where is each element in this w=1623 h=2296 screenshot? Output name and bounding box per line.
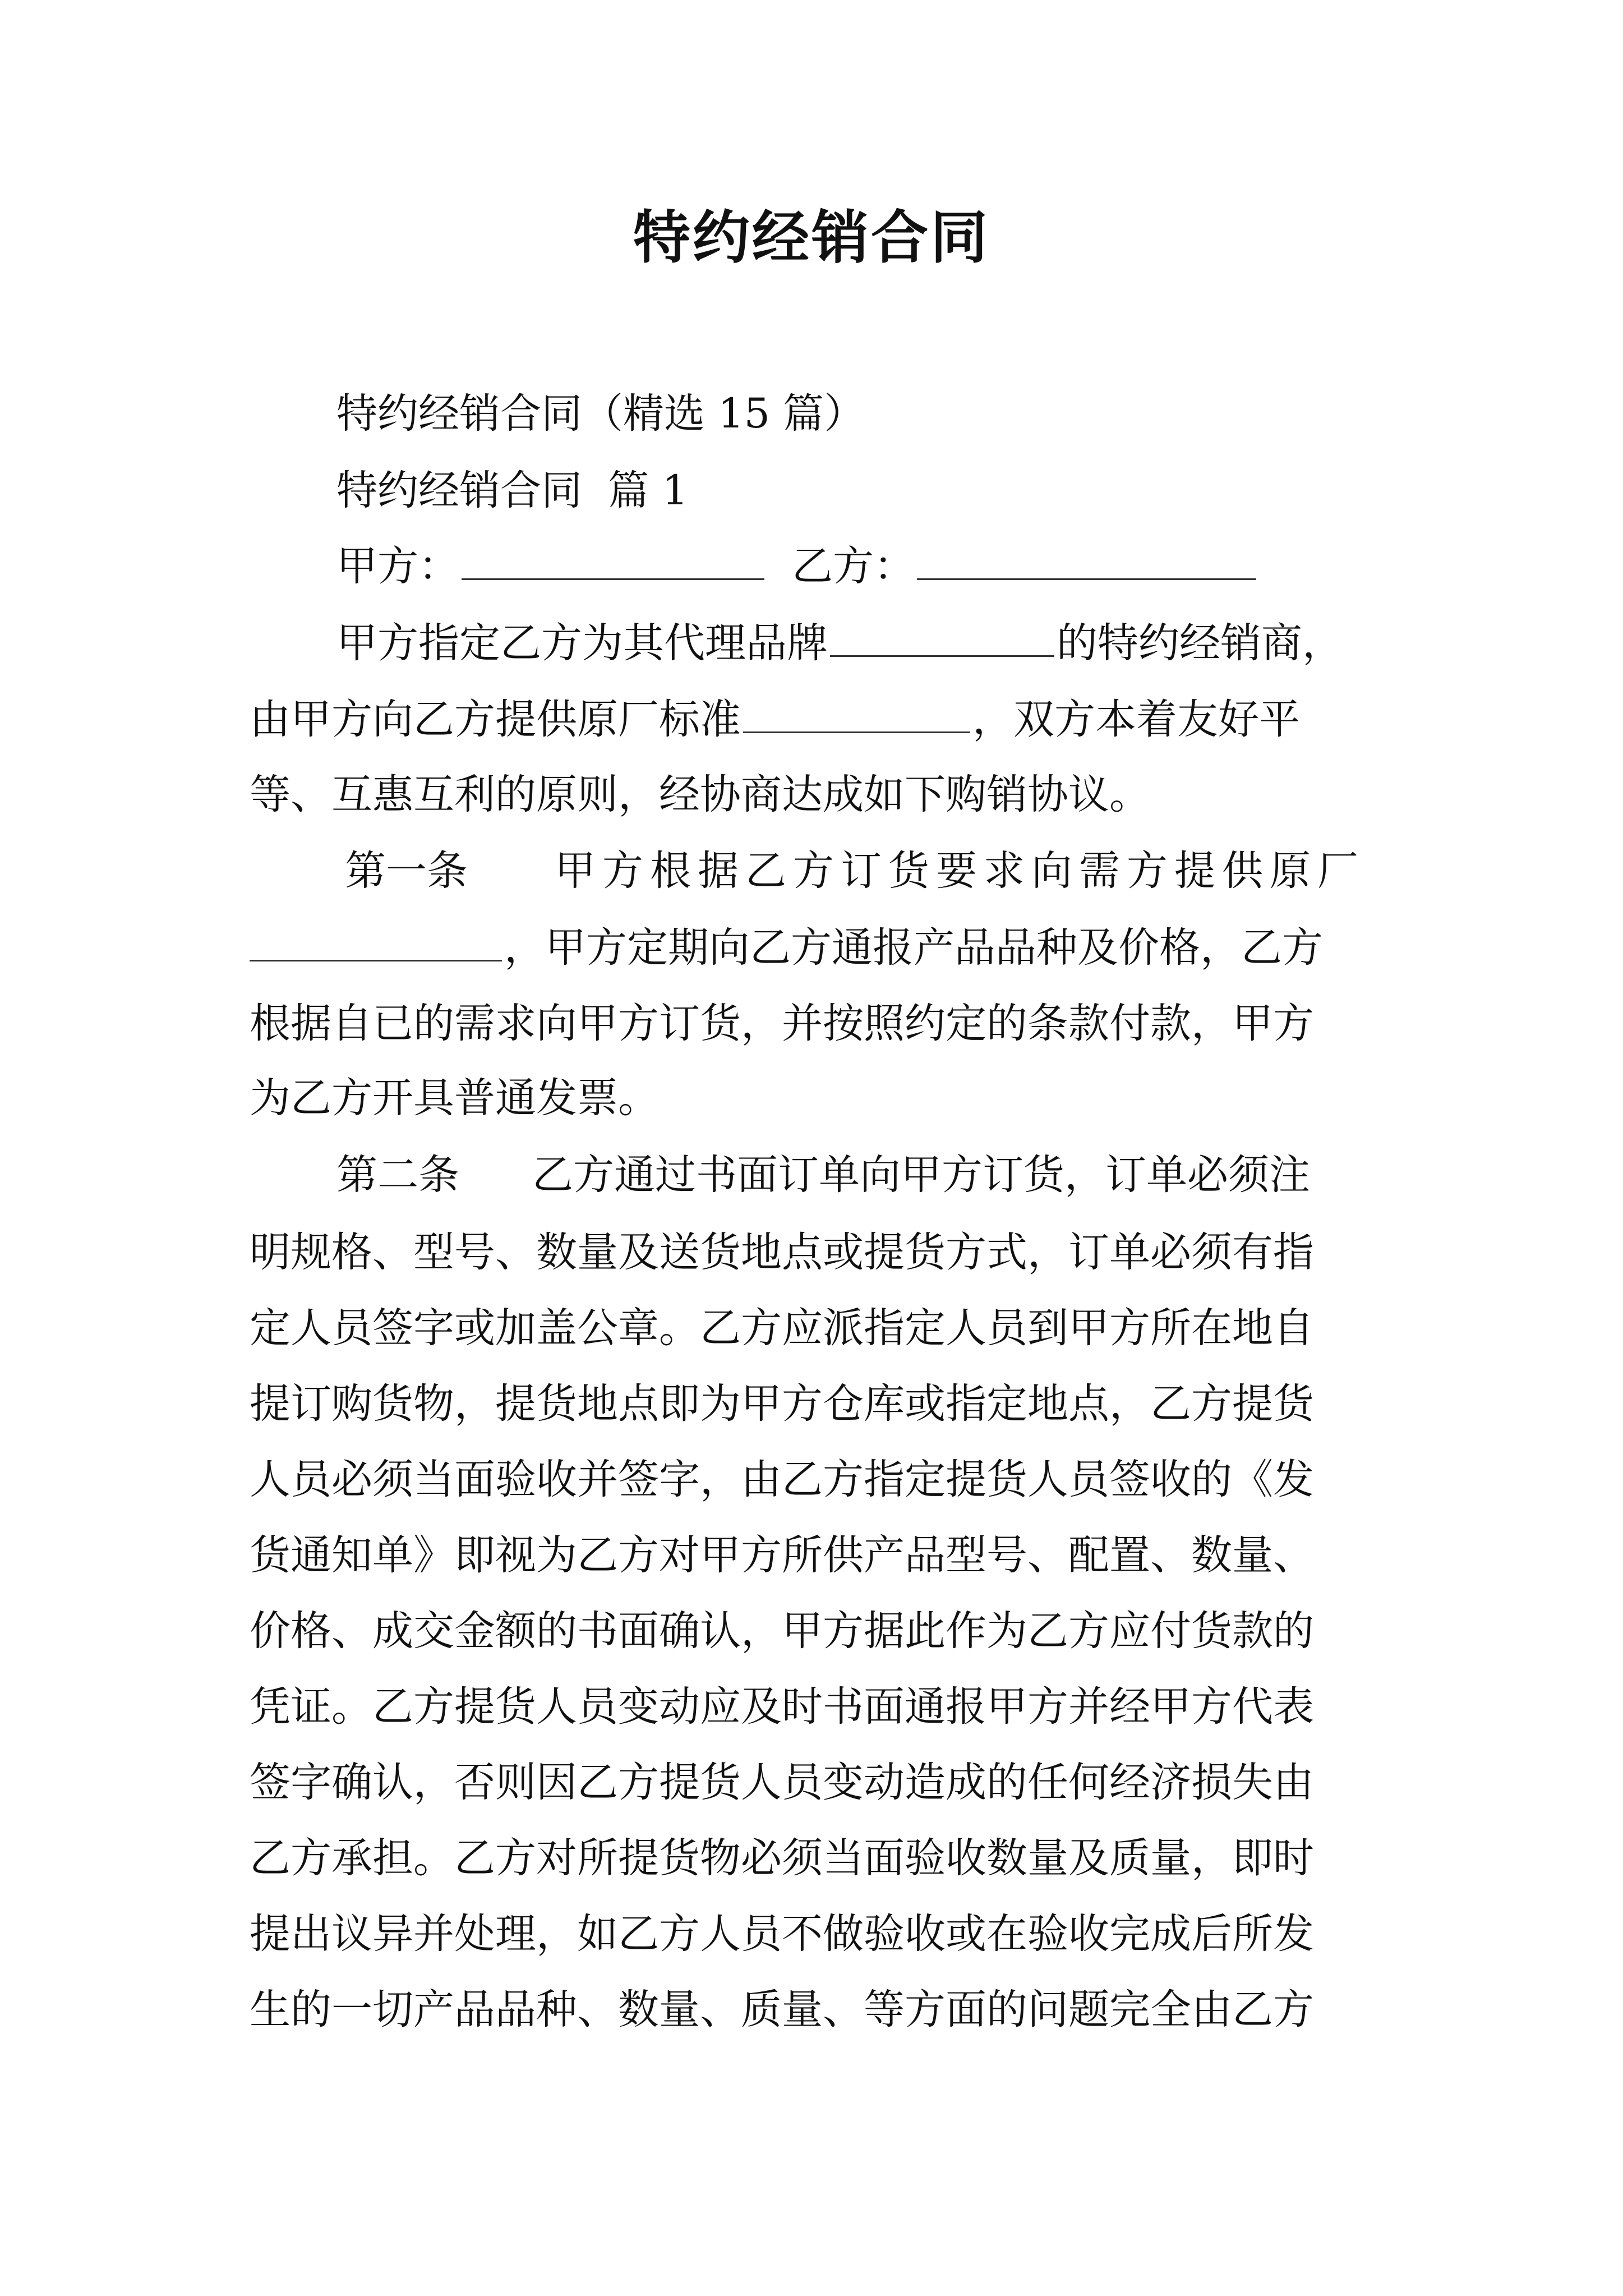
paragraph-line: 凭证。乙方提货人员变动应及时书面通报甲方并经甲方代表 <box>250 1683 1314 1731</box>
standard-blank <box>743 697 970 733</box>
paragraph-text: 乙方通过书面订单向甲方订货，订单必须注 <box>532 1151 1310 1199</box>
paragraph-line: 提出议异并处理，如乙方人员不做验收或在验收完成后所发 <box>250 1910 1314 1958</box>
paragraph-line: 提订购货物，提货地点即为甲方仓库或指定地点，乙方提货 <box>250 1380 1314 1428</box>
paragraph-line: 定人员签字或加盖公章。乙方应派指定人员到甲方所在地自 <box>250 1304 1314 1352</box>
party-b-label: 乙方： <box>792 542 915 590</box>
paragraph-text: ，双方本着友好平 <box>972 696 1300 743</box>
paragraph-line: 货通知单》即视为乙方对甲方所供产品型号、配置、数量、 <box>250 1531 1314 1579</box>
paragraph-text: 甲方根据乙方订货要求向需方提供原厂 <box>555 847 1365 895</box>
paragraph-line: 人员必须当面验收并签字，由乙方指定提货人员签收的《发 <box>250 1456 1314 1503</box>
paragraph-line: 乙方承担。乙方对所提货物必须当面验收数量及质量，即时 <box>250 1834 1314 1882</box>
paragraph-line: 等、互惠互利的原则，经协商达成如下购销协议。 <box>250 771 1150 818</box>
paragraph-line <box>250 692 1300 748</box>
paragraph-text: 的特约经销商， <box>1057 619 1343 667</box>
product-blank <box>250 925 502 961</box>
article-label: 第二条 <box>336 1151 459 1199</box>
article-line <box>336 1147 1310 1203</box>
document-title: 特约经销合同 <box>633 205 990 272</box>
parties-line <box>336 539 1258 595</box>
paragraph-line <box>250 920 1323 976</box>
party-b-blank <box>917 544 1256 580</box>
paragraph-text: 由甲方向乙方提供原厂标准 <box>250 696 741 743</box>
paragraph-text: 甲方指定乙方为其代理品牌 <box>336 619 828 667</box>
paragraph-text: ，甲方定期向乙方通报产品品种及价格，乙方 <box>504 924 1323 972</box>
paragraph-line: 为乙方开具普通发票。 <box>250 1074 659 1122</box>
article-line <box>345 843 1365 899</box>
paragraph-line: 明规格、型号、数量及送货地点或提货方式，订单必须有指 <box>250 1228 1314 1276</box>
document-subtitle: 特约经销合同（精选 15 篇） <box>336 390 865 438</box>
party-a-label: 甲方： <box>336 542 459 590</box>
paragraph-line: 价格、成交金额的书面确认，甲方据此作为乙方应付货款的 <box>250 1607 1314 1655</box>
article-label: 第一条 <box>345 847 468 895</box>
paragraph-line: 签字确认，否则因乙方提货人员变动造成的任何经济损失由 <box>250 1759 1314 1806</box>
paragraph-line: 根据自已的需求向甲方订货，并按照约定的条款付款，甲方 <box>250 1000 1314 1047</box>
brand-blank <box>830 620 1054 657</box>
party-a-blank <box>462 544 764 580</box>
paragraph-line: 生的一切产品品种、数量、质量、等方面的问题完全由乙方 <box>250 1986 1314 2033</box>
paragraph-line <box>336 615 1343 671</box>
section-heading: 特约经销合同 篇 1 <box>336 467 689 514</box>
